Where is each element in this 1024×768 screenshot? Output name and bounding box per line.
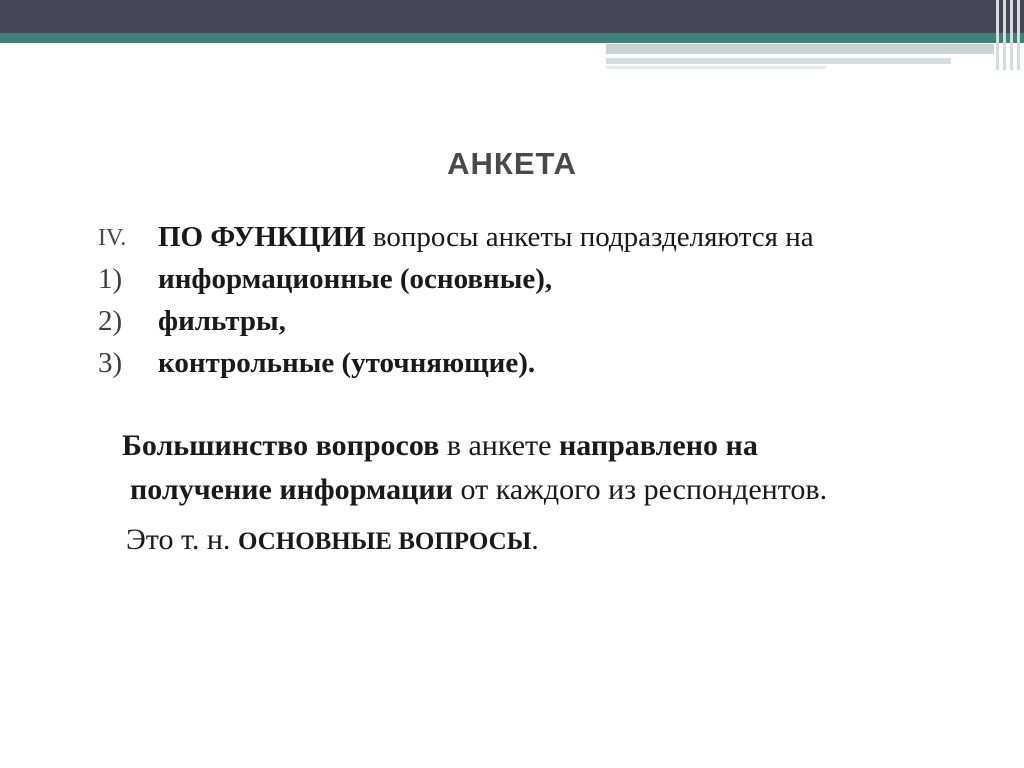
paragraph-caps: ОСНОВНЫЕ ВОПРОСЫ <box>237 528 532 555</box>
intro-bold: ПО ФУНКЦИИ <box>158 221 366 253</box>
intro-rest: вопросы анкеты подразделяются на <box>365 221 814 253</box>
paragraph-bold: получение информации <box>130 473 453 506</box>
slide-title: АНКЕТА <box>447 146 577 181</box>
header-gray-stripe-thin <box>606 58 951 64</box>
list-item <box>98 258 998 300</box>
paragraph-text: Это т. н. <box>126 523 238 556</box>
paragraph-text: в анкете <box>439 429 559 462</box>
summary-paragraph <box>122 424 1002 564</box>
header-dark-bar <box>0 0 1024 33</box>
list-number: 1) <box>98 263 123 295</box>
paragraph-bold: направлено на <box>558 429 758 462</box>
list-item-text: информационные (основные), <box>158 263 553 295</box>
list-item-text: контрольные (уточняющие). <box>158 347 536 379</box>
header-teal-stripe <box>0 33 1024 43</box>
paragraph-text: . <box>531 523 539 556</box>
list-number: 2) <box>98 305 123 337</box>
list-item-text: фильтры, <box>158 305 286 337</box>
list-item <box>98 342 998 384</box>
paragraph-line-3 <box>122 518 1002 564</box>
roman-marker: IV. <box>98 225 127 251</box>
header-vertical-lines <box>994 0 1024 70</box>
function-list <box>98 216 998 384</box>
list-number: 3) <box>98 347 123 379</box>
intro-line <box>98 216 998 258</box>
header-gray-stripe <box>606 44 994 54</box>
paragraph-line-1 <box>122 424 1002 468</box>
header-gray-stripe-hairline <box>606 66 826 69</box>
intro-text <box>158 216 814 258</box>
paragraph-line-2 <box>122 468 1002 512</box>
paragraph-text: от каждого из респондентов. <box>452 473 828 506</box>
paragraph-bold: Большинство вопросов <box>122 429 440 462</box>
list-item <box>98 300 998 342</box>
